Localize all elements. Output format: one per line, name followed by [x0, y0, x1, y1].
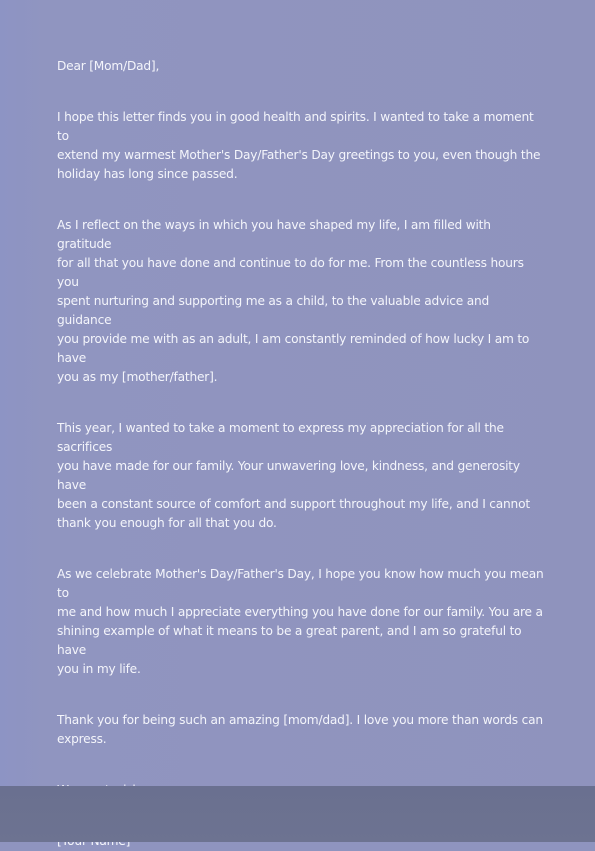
letter-paragraph-4: As we celebrate Mother's Day/Father's Day, I hope you know how much you mean to me and how much I appreciate everything you have done for our family. You are a shining example of what it means to be a great parent, and I am so grateful to have you in my life.	[57, 567, 544, 676]
letter-paragraph-3: This year, I wanted to take a moment to express my appreciation for all the sacrifices you have made for our family. Your unwavering love, kindness, and generosity have been a constant source of comfort and support throughout my life, and I cannot thank you enough for all that you do.	[57, 421, 530, 530]
footer-band	[0, 786, 595, 842]
letter-salutation: Dear [Mom/Dad],	[57, 59, 160, 73]
letter-paragraph-2: As I reflect on the ways in which you have shaped my life, I am filled with gratitude for all that you have done and continue to do for me. From the countless hours you spent nurturing and supporting me as a child, to the valuable advice and guidance you provide me with as an adult, I am constantly reminded of how lucky I am to have you as my [mother/father].	[57, 218, 530, 384]
letter-paragraph-5: Thank you for being such an amazing [mom/dad]. I love you more than words can express.	[57, 713, 543, 746]
letter-body	[57, 57, 547, 851]
letter-paragraph-1: I hope this letter finds you in good health and spirits. I wanted to take a moment to extend my warmest Mother's Day/Father's Day greetings to you, even though the holiday has long since passed.	[57, 110, 541, 181]
